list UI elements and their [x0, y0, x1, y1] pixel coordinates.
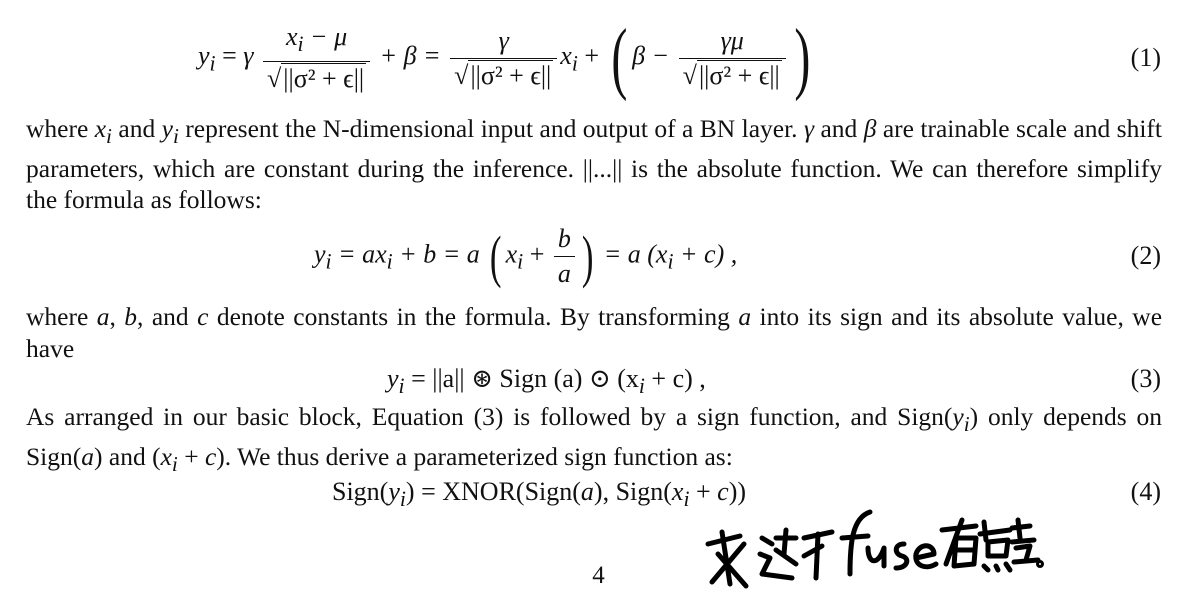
fraction-b-over-a: $\frac{b}{a}$	[554, 224, 575, 289]
paragraph-2: where a, b, and c denote constants in the formula. By transforming a into its sign and its absolute value, we have	[26, 302, 1163, 363]
page-number: 4	[592, 562, 605, 589]
fraction-2: $\frac{\gamma}{\text{√||σ² + ϵ||}}$	[450, 26, 557, 91]
fraction-1: $\frac{x_i - \mu}{\text{√||σ² + ϵ||}}$	[263, 22, 370, 94]
equation-3: $y_i = ||a||$ ⊛ Sign (a) ⊙ $(x_i + c)$ , (3)	[387, 364, 1161, 399]
equation-number-2: (2)	[1130, 241, 1161, 270]
equation-number-4: (4)	[1130, 477, 1161, 506]
equation-1: $y_i = \gamma$ $\frac{x_i - \mu}{\text{√||σ² + ϵ||}}$ + β = $\frac{\gamma}{\text{√||σ² + ϵ||}}$ $x_i$ + ( β − $\frac{\gamma\mu}{\text{√||σ² + ϵ||}}$ ) (1)	[198, 14, 1161, 103]
equation-2: $y_i = ax_i + b = a$ ( $x_i$ + $\frac{b}{a}$ ) = a $(x_i + c)$ , (2)	[314, 223, 1161, 289]
equation-number-3: (3)	[1130, 364, 1161, 393]
paragraph-3: As arranged in our basic block, Equation (3) is followed by a sign function, and $Sign(y_i)$ only depends on Sign(a) and $(x_i + c)$. We thus derive a parameterized sign function as:	[26, 402, 1163, 476]
fraction-3: $\frac{\gamma\mu}{\text{√||σ² + ϵ||}}$	[679, 26, 786, 91]
equation-4: $Sign(y_i)$ = XNOR(Sign(a), $Sign(x_i + c)$) (4)	[332, 477, 1161, 512]
equation-number-1: (1)	[1130, 43, 1161, 72]
paragraph-1: where $x_i$ and $y_i$ represent the N-dimensional input and output of a BN layer. γ and β are trainable scale and shift parameters, which are constant during the inference. ||...|| is the absolute function. We can therefore simplify the formula as follows:	[26, 114, 1162, 215]
